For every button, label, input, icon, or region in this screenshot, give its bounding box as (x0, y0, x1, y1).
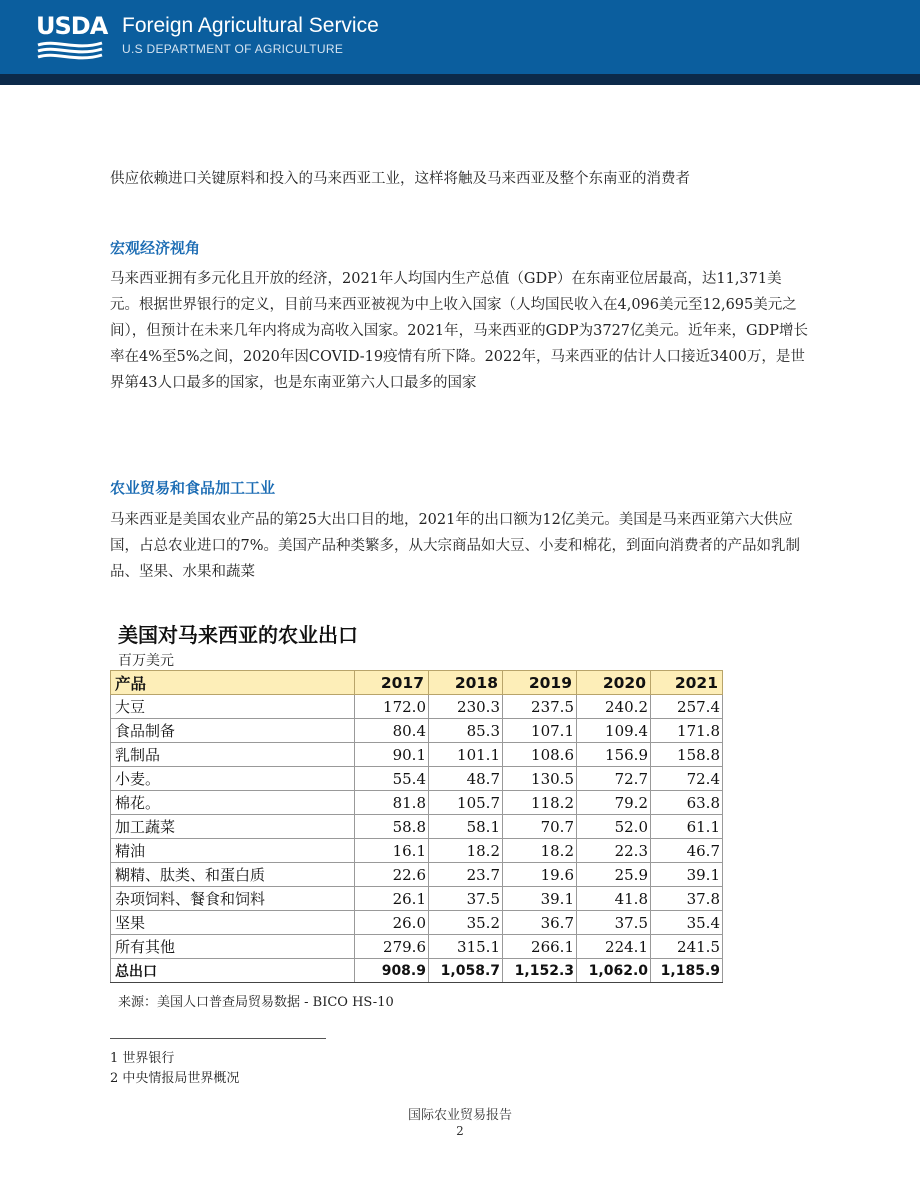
table-unit: 百万美元 (118, 653, 174, 669)
value-cell: 58.1 (429, 815, 503, 839)
product-cell: 小麦。 (111, 767, 355, 791)
value-cell: 171.8 (651, 719, 723, 743)
page-number: 2 (456, 1124, 464, 1138)
total-value-cell: 1,152.3 (503, 959, 577, 983)
value-cell: 241.5 (651, 935, 723, 959)
table-row (111, 695, 723, 719)
value-cell: 25.9 (577, 863, 651, 887)
column-header: 2020 (577, 671, 651, 695)
table-row (111, 911, 723, 935)
value-cell: 72.7 (577, 767, 651, 791)
value-cell: 63.8 (651, 791, 723, 815)
product-cell: 食品制备 (111, 719, 355, 743)
value-cell: 266.1 (503, 935, 577, 959)
value-cell: 70.7 (503, 815, 577, 839)
value-cell: 224.1 (577, 935, 651, 959)
value-cell: 237.5 (503, 695, 577, 719)
value-cell: 85.3 (429, 719, 503, 743)
column-header: 2021 (651, 671, 723, 695)
value-cell: 230.3 (429, 695, 503, 719)
agency-name: Foreign Agricultural Service (122, 14, 379, 37)
table-row (111, 743, 723, 767)
value-cell: 101.1 (429, 743, 503, 767)
value-cell: 279.6 (355, 935, 429, 959)
header-band (0, 0, 920, 74)
value-cell: 118.2 (503, 791, 577, 815)
macro-heading: 宏观经济视角 (110, 239, 201, 257)
value-cell: 158.8 (651, 743, 723, 767)
product-cell: 杂项饲料、餐食和饲料 (111, 887, 355, 911)
product-cell: 乳制品 (111, 743, 355, 767)
total-value-cell: 908.9 (355, 959, 429, 983)
usda-logo[interactable] (36, 12, 108, 62)
value-cell: 18.2 (429, 839, 503, 863)
total-value-cell: 1,058.7 (429, 959, 503, 983)
value-cell: 22.3 (577, 839, 651, 863)
footer-report-title: 国际农业贸易报告 (407, 1108, 512, 1123)
table-row (111, 887, 723, 911)
department-name: U.S DEPARTMENT OF AGRICULTURE (122, 42, 344, 56)
value-cell: 52.0 (577, 815, 651, 839)
table-header-row (111, 671, 723, 695)
table-row (111, 935, 723, 959)
value-cell: 26.0 (355, 911, 429, 935)
footnote: 2 中央情报局世界概况 (110, 1071, 240, 1086)
total-value-cell: 1,062.0 (577, 959, 651, 983)
value-cell: 72.4 (651, 767, 723, 791)
value-cell: 18.2 (503, 839, 577, 863)
value-cell: 37.8 (651, 887, 723, 911)
value-cell: 26.1 (355, 887, 429, 911)
value-cell: 130.5 (503, 767, 577, 791)
column-header: 产品 (111, 671, 355, 695)
footnote-divider (110, 1038, 326, 1039)
value-cell: 39.1 (651, 863, 723, 887)
exports-table (110, 670, 723, 983)
value-cell: 90.1 (355, 743, 429, 767)
column-header: 2019 (503, 671, 577, 695)
value-cell: 81.8 (355, 791, 429, 815)
value-cell: 80.4 (355, 719, 429, 743)
value-cell: 16.1 (355, 839, 429, 863)
product-cell: 加工蔬菜 (111, 815, 355, 839)
product-cell: 大豆 (111, 695, 355, 719)
value-cell: 37.5 (577, 911, 651, 935)
table-row (111, 791, 723, 815)
usda-logo-text: USDA (36, 12, 108, 40)
table-title: 美国对马来西亚的农业出口 (118, 623, 358, 647)
intro-paragraph: 供应依赖进口关键原料和投入的马来西亚工业，这样将触及马来西亚及整个东南亚的消费者 (110, 171, 690, 187)
value-cell: 35.2 (429, 911, 503, 935)
total-label: 总出口 (111, 959, 355, 983)
value-cell: 55.4 (355, 767, 429, 791)
value-cell: 58.8 (355, 815, 429, 839)
value-cell: 257.4 (651, 695, 723, 719)
footnote: 1 世界银行 (110, 1051, 175, 1066)
value-cell: 48.7 (429, 767, 503, 791)
value-cell: 315.1 (429, 935, 503, 959)
value-cell: 36.7 (503, 911, 577, 935)
value-cell: 46.7 (651, 839, 723, 863)
value-cell: 240.2 (577, 695, 651, 719)
value-cell: 39.1 (503, 887, 577, 911)
value-cell: 172.0 (355, 695, 429, 719)
table-row (111, 767, 723, 791)
table-row (111, 815, 723, 839)
value-cell: 108.6 (503, 743, 577, 767)
value-cell: 23.7 (429, 863, 503, 887)
header-strip (0, 74, 920, 85)
product-cell: 精油 (111, 839, 355, 863)
value-cell: 105.7 (429, 791, 503, 815)
total-row (111, 959, 723, 983)
product-cell: 所有其他 (111, 935, 355, 959)
product-cell: 糊精、肽类、和蛋白质 (111, 863, 355, 887)
trade-heading: 农业贸易和食品加工工业 (110, 479, 276, 497)
total-value-cell: 1,185.9 (651, 959, 723, 983)
value-cell: 61.1 (651, 815, 723, 839)
value-cell: 156.9 (577, 743, 651, 767)
value-cell: 41.8 (577, 887, 651, 911)
value-cell: 35.4 (651, 911, 723, 935)
column-header: 2017 (355, 671, 429, 695)
value-cell: 79.2 (577, 791, 651, 815)
table-row (111, 839, 723, 863)
product-cell: 坚果 (111, 911, 355, 935)
value-cell: 37.5 (429, 887, 503, 911)
product-cell: 棉花。 (111, 791, 355, 815)
trade-paragraph: 马来西亚是美国农业产品的第25大出口目的地，2021年的出口额为12亿美元。美国是马来西亚第六大供应国，占总农业进口的7%。美国产品种类繁多，从大宗商品如大豆、小麦和棉花，到面向消费者的产品如乳制品、坚果、水果和蔬菜 (110, 512, 800, 580)
value-cell: 107.1 (503, 719, 577, 743)
table-source: 来源：美国人口普查局贸易数据 - BICO HS-10 (118, 995, 394, 1010)
table-row (111, 719, 723, 743)
macro-paragraph: 马来西亚拥有多元化且开放的经济，2021年人均国内生产总值（GDP）在东南亚位居最高，达11,371美元。根据世界银行的定义，目前马来西亚被视为中上收入国家（人均国民收入在4,096美元至12,695美元之间），但预计在未来几年内将成为高收入国家。2021年，马来西亚的GDP为3727亿美元。近年来，GDP增长率在4%至5%之间，2020年因COVID-19疫情有所下降。2022年，马来西亚的估计人口接近3400万，是世界第43人口最多的国家，也是东南亚第六人口最多的国家 (110, 271, 808, 391)
column-header: 2018 (429, 671, 503, 695)
table-row (111, 863, 723, 887)
value-cell: 19.6 (503, 863, 577, 887)
value-cell: 22.6 (355, 863, 429, 887)
usda-wave-icon (36, 39, 104, 61)
value-cell: 109.4 (577, 719, 651, 743)
